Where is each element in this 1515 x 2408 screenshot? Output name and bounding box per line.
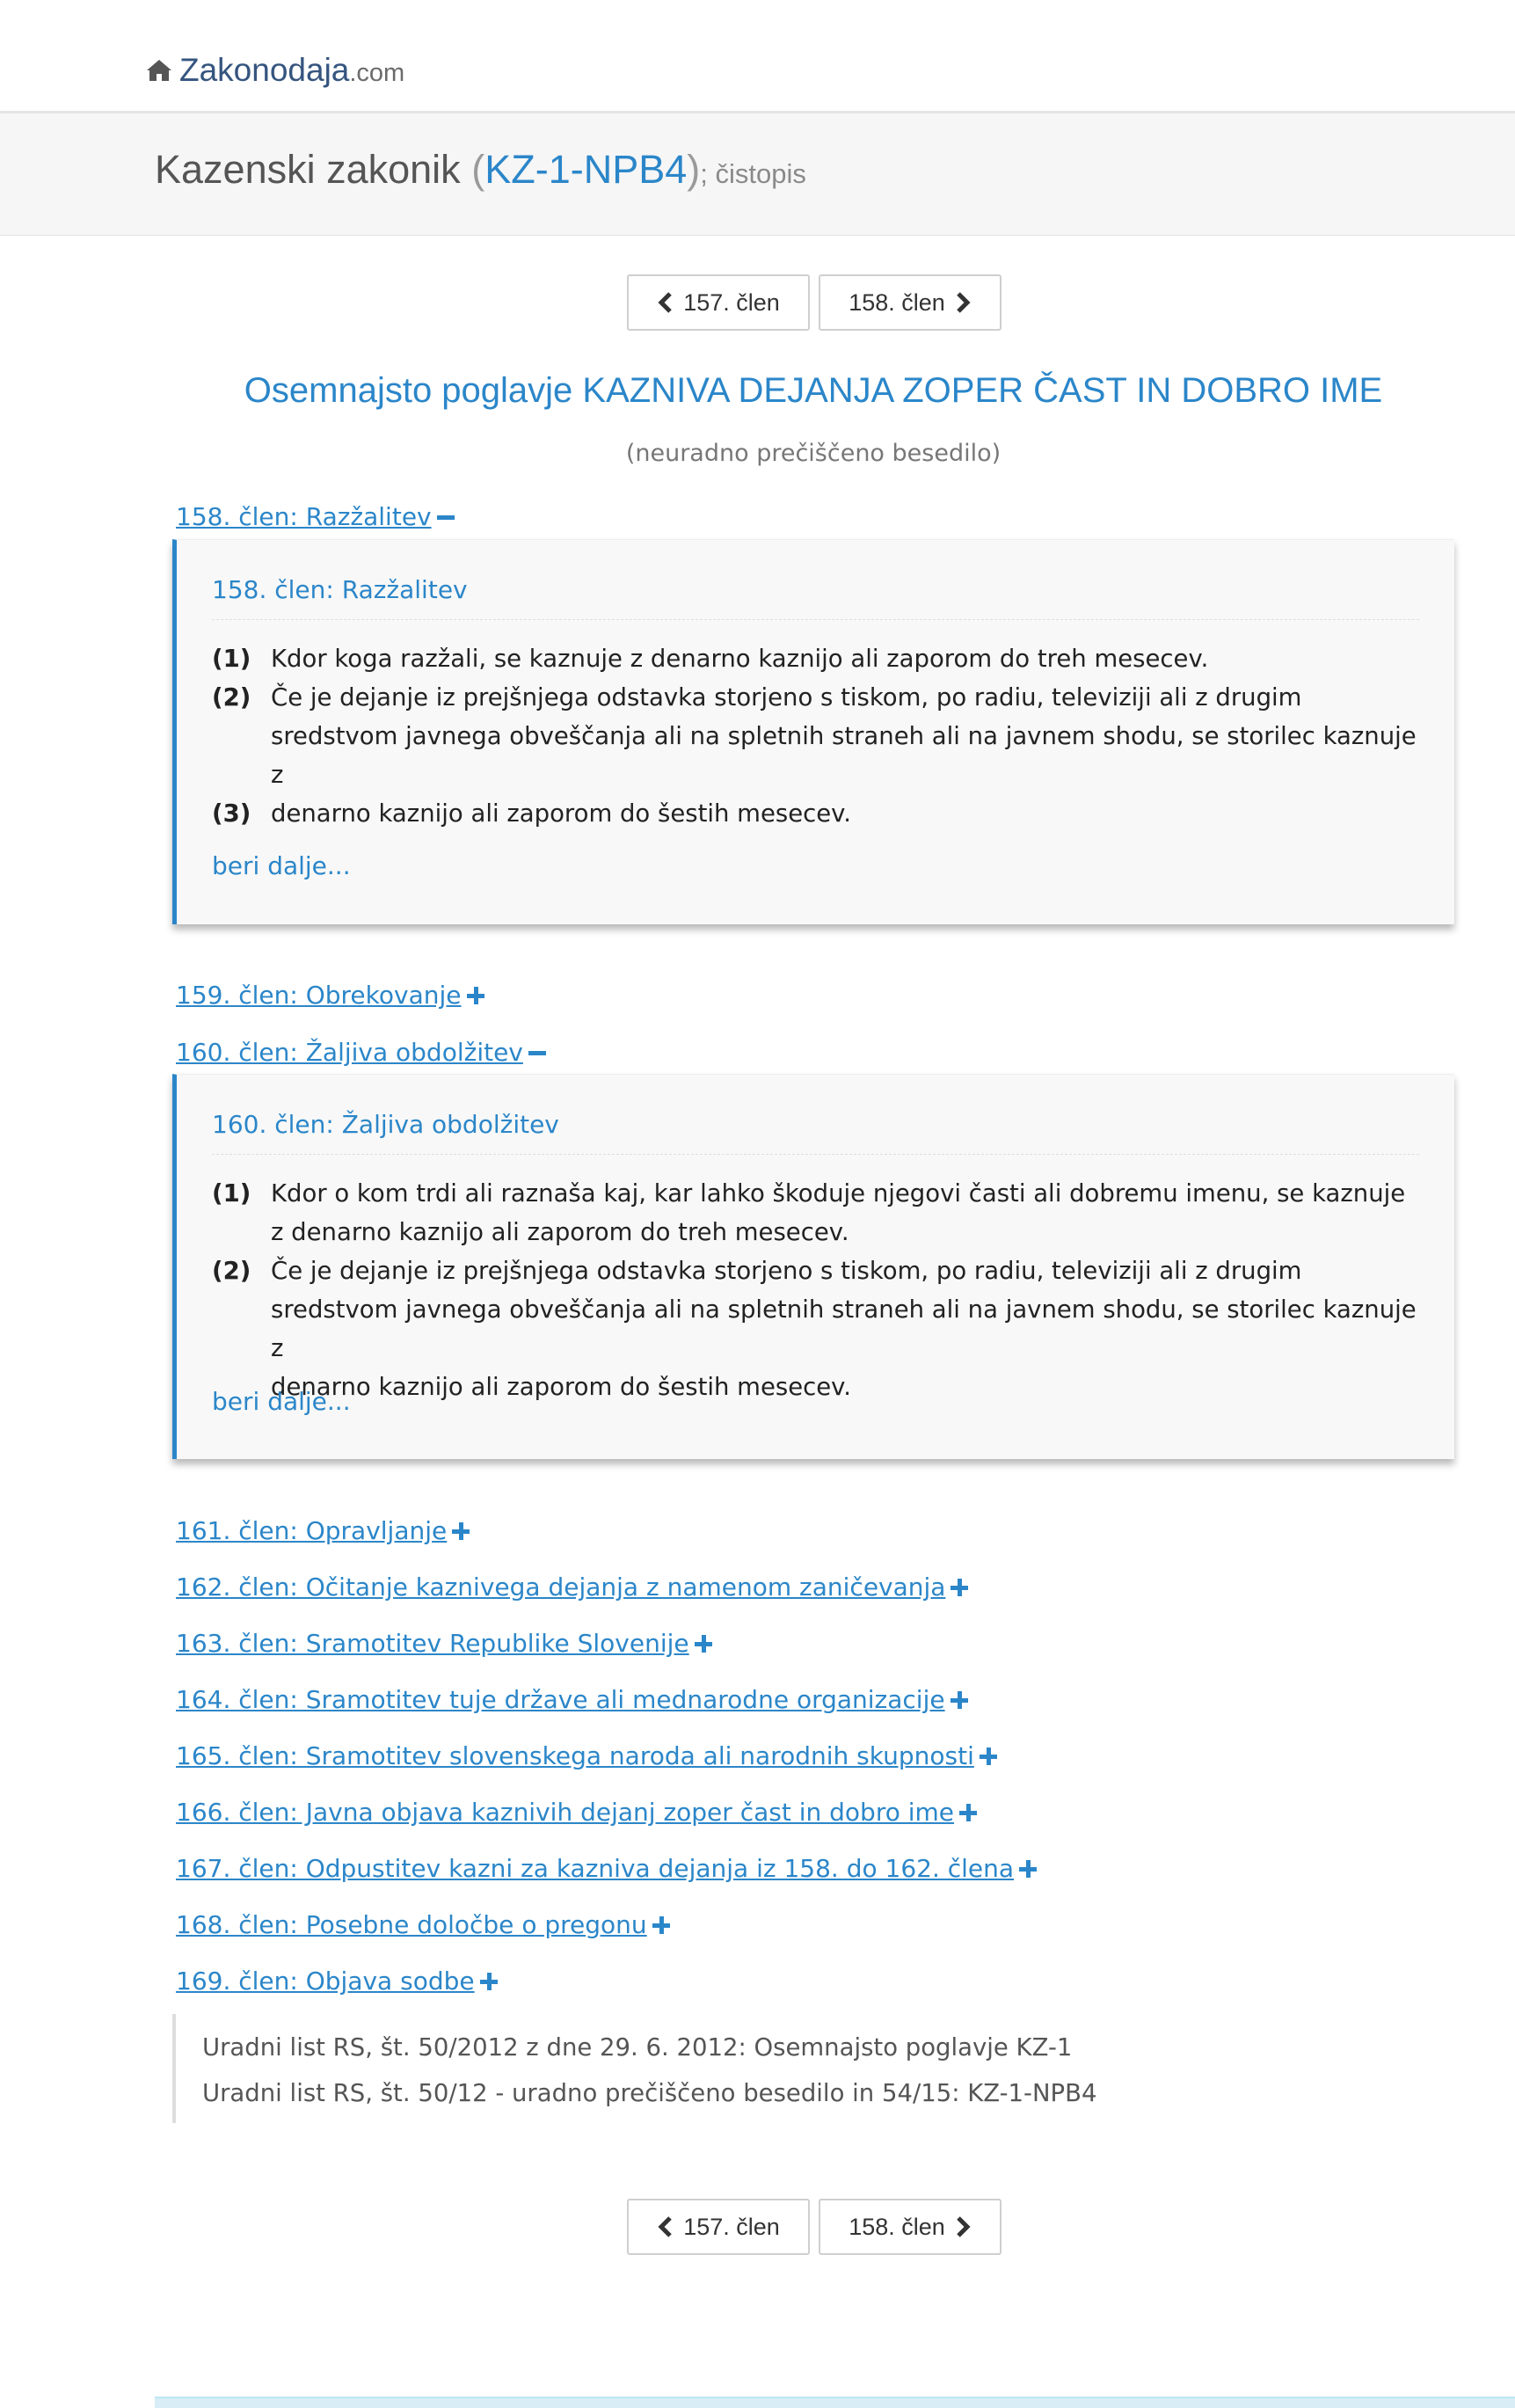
read-more-link[interactable]: beri dalje... (212, 851, 351, 880)
article-link-160[interactable] (176, 1038, 546, 1067)
reference-item: Uradni list RS, št. 50/12 - uradno prečiščeno besedilo in 54/15: KZ-1-NPB4 (202, 2079, 1097, 2107)
info-alert-strip (155, 2397, 1515, 2408)
paragraph-1 (212, 639, 1425, 678)
article-link-163[interactable] (176, 1629, 712, 1658)
article-link-label: 163. člen: Sramotitev Republike Slovenije (176, 1629, 689, 1658)
article-link-164[interactable] (176, 1685, 968, 1714)
page-title (155, 147, 806, 193)
article-link-label: 158. člen: Razžalitev (176, 502, 432, 531)
plus-icon (452, 1522, 470, 1540)
prev-article-button[interactable] (627, 274, 810, 331)
plus-icon (480, 1973, 498, 1990)
paragraph-text: Kdor koga razžali, se kaznuje z denarno kaznijo ali zaporom do treh mesecev. (271, 645, 1209, 673)
article-link-165[interactable] (176, 1741, 997, 1770)
plus-icon (951, 1579, 968, 1596)
top-strip (0, 0, 1515, 34)
chevron-right-icon (954, 291, 972, 314)
article-link-161[interactable] (176, 1516, 470, 1545)
card-title: 158. člen: Razžalitev (212, 575, 468, 604)
paragraph-text: sredstvom javnega obveščanja ali na spletnih straneh ali na javnem shodu, se storilec kaznuje z (271, 1295, 1417, 1362)
brand-link[interactable] (146, 49, 404, 91)
article-link-label: 168. člen: Posebne določbe o pregonu (176, 1910, 647, 1939)
paragraph-number: (1) (212, 1179, 251, 1208)
brand-tld: .com (349, 58, 405, 87)
law-code-link[interactable]: KZ-1-NPB4 (484, 147, 688, 192)
title-bar (0, 113, 1515, 236)
reference-item: Uradni list RS, št. 50/2012 z dne 29. 6. 2012: Osemnajsto poglavje KZ-1 (202, 2033, 1073, 2061)
paren-close: ) (687, 147, 701, 192)
paragraph-number: (2) (212, 683, 251, 711)
paragraph-text: denarno kaznijo ali zaporom do šestih mesecev. (271, 1373, 852, 1401)
chevron-left-icon (657, 2215, 674, 2238)
article-link-label: 160. člen: Žaljiva obdolžitev (176, 1038, 523, 1067)
version-label: ; čistopis (700, 158, 806, 189)
plus-icon (652, 1916, 670, 1934)
chapter-subtitle: (neuradno prečiščeno besedilo) (625, 440, 1002, 467)
card-divider (212, 1154, 1419, 1155)
prev-article-button[interactable] (627, 2199, 810, 2255)
paren-open: ( (471, 147, 485, 192)
plus-icon (951, 1691, 968, 1709)
paragraph-text: sredstvom javnega obveščanja ali na spletnih straneh ali na javnem shodu, se storilec kaznuje z (271, 722, 1417, 789)
next-article-label: 158. člen (849, 288, 945, 316)
paragraph-number: (1) (212, 645, 251, 673)
pager-bottom (627, 2199, 1002, 2255)
prev-article-label: 157. člen (683, 2213, 780, 2240)
next-article-button[interactable] (819, 2199, 1002, 2255)
paragraph-2 (212, 678, 1425, 833)
article-link-label: 166. člen: Javna objava kaznivih dejanj zoper čast in dobro ime (176, 1798, 955, 1827)
article-link-label: 159. člen: Obrekovanje (176, 981, 462, 1010)
article-link-158[interactable] (176, 502, 455, 531)
law-title: Kazenski zakonik (155, 147, 461, 192)
plus-icon (959, 1804, 977, 1821)
article-link-label: 162. člen: Očitanje kaznivega dejanja z namenom zaničevanja (176, 1572, 946, 1602)
chevron-left-icon (657, 291, 674, 314)
article-link-168[interactable] (176, 1910, 670, 1939)
article-link-166[interactable] (176, 1798, 977, 1827)
paragraph-text: Kdor o kom trdi ali raznaša kaj, kar lahko škoduje njegovi časti ali dobremu imenu, se kaznuje (271, 1179, 1406, 1208)
chevron-right-icon (954, 2215, 972, 2238)
article-link-label: 167. člen: Odpustitev kazni za kazniva dejanja iz 158. do 162. člena (176, 1854, 1015, 1883)
paragraph-number: (3) (212, 799, 251, 828)
article-link-label: 169. člen: Objava sodbe (176, 1967, 475, 1996)
paragraph-2 (212, 1251, 1425, 1406)
pager-top (627, 274, 1002, 331)
card-title: 160. člen: Žaljiva obdolžitev (212, 1110, 559, 1139)
references-block (172, 2014, 1257, 2123)
plus-icon (980, 1748, 997, 1765)
article-link-159[interactable] (176, 981, 484, 1010)
paragraph-1 (212, 1174, 1425, 1251)
article-link-162[interactable] (176, 1572, 968, 1602)
plus-icon (467, 987, 484, 1004)
paragraph-text: Če je dejanje iz prejšnjega odstavka storjeno s tiskom, po radiu, televiziji ali z drugim (271, 683, 1302, 711)
chapter-title: Osemnajsto poglavje KAZNIVA DEJANJA ZOPER ČAST IN DOBRO IME (244, 371, 1383, 410)
next-article-button[interactable] (819, 274, 1002, 331)
article-link-169[interactable] (176, 1967, 498, 1996)
paragraph-text: denarno kaznijo ali zaporom do šestih mesecev. (271, 799, 852, 828)
minus-icon (437, 508, 455, 526)
article-card-158 (172, 539, 1454, 924)
navbar (0, 33, 1515, 113)
next-article-label: 158. člen (849, 2213, 945, 2240)
brand-name: Zakonodaja (179, 52, 350, 88)
article-link-label: 161. člen: Opravljanje (176, 1516, 448, 1545)
paragraph-number: (2) (212, 1257, 251, 1285)
article-link-label: 164. člen: Sramotitev tuje države ali mednarodne organizacije (176, 1685, 945, 1714)
paragraph-text: z denarno kaznijo ali zaporom do treh mesecev. (271, 1218, 849, 1246)
plus-icon (1019, 1860, 1037, 1878)
minus-icon (528, 1044, 546, 1062)
article-card-160 (172, 1074, 1454, 1459)
prev-article-label: 157. člen (683, 288, 780, 316)
home-icon (146, 57, 172, 84)
article-link-label: 165. člen: Sramotitev slovenskega naroda ali narodnih skupnosti (176, 1741, 974, 1770)
paragraph-text: Če je dejanje iz prejšnjega odstavka storjeno s tiskom, po radiu, televiziji ali z drugim (271, 1257, 1302, 1285)
read-more-link[interactable]: beri dalje... (212, 1387, 351, 1416)
plus-icon (695, 1635, 712, 1653)
article-link-167[interactable] (176, 1854, 1037, 1883)
card-divider (212, 619, 1419, 620)
